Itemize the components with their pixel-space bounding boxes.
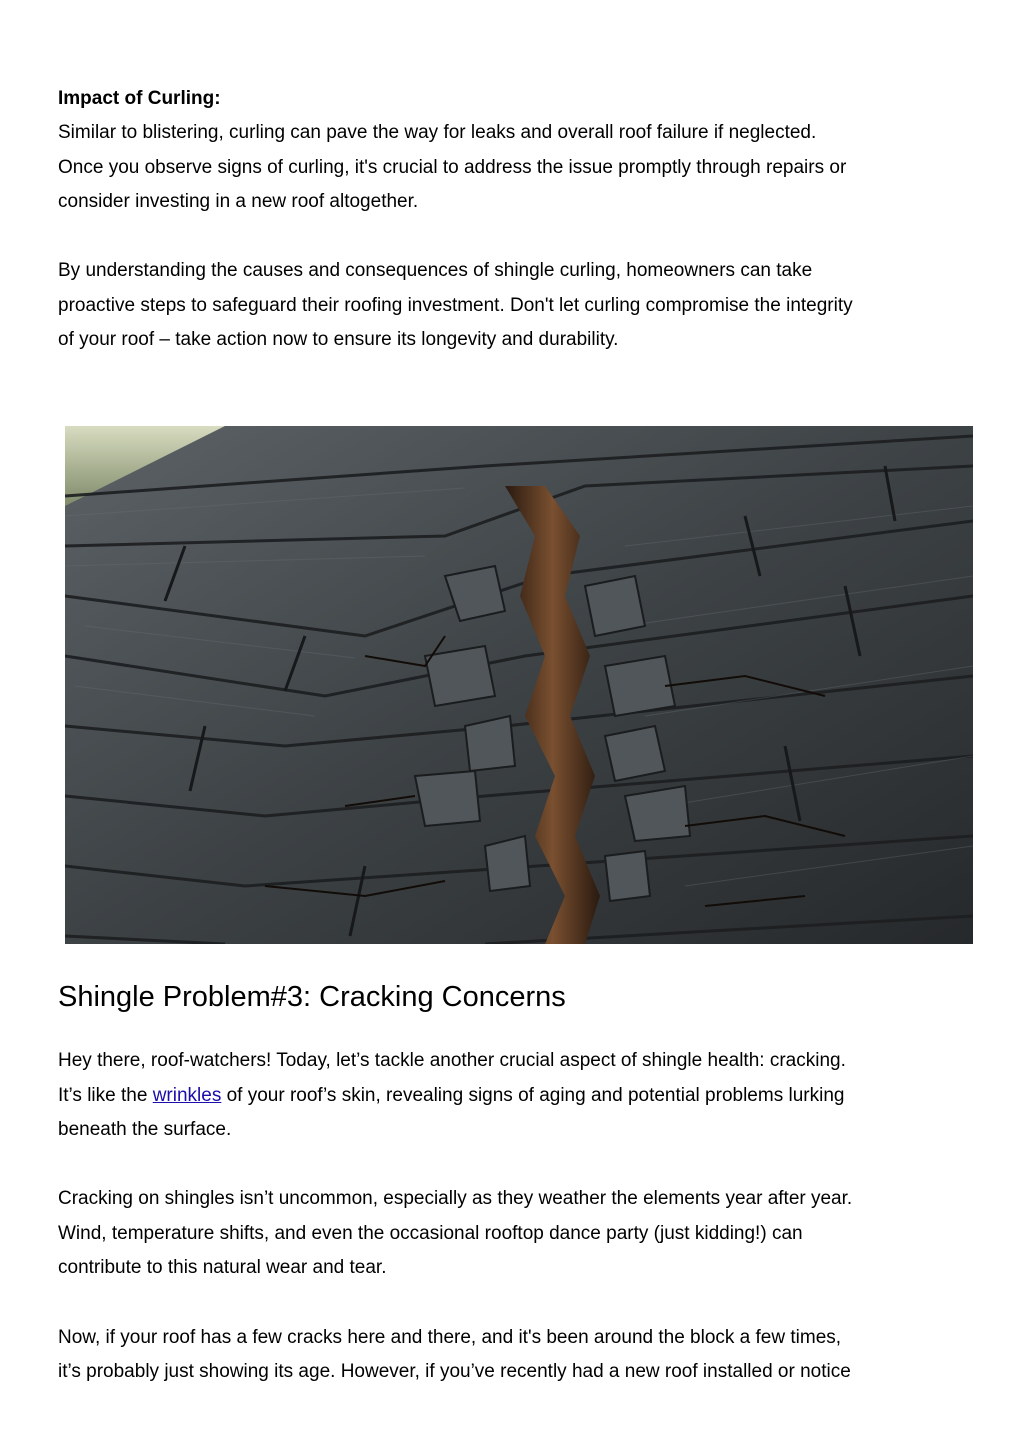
text-line: Hey there, roof-watchers! Today, let’s tackle another crucial aspect of shingle health: cracking. xyxy=(58,1050,846,1071)
text-line xyxy=(58,1079,978,1114)
text-line: proactive steps to safeguard their roofing investment. Don't let curling compromise the integrity xyxy=(58,294,853,316)
text-line: contribute to this natural wear and tear. xyxy=(58,1257,387,1279)
text-line: Wind, temperature shifts, and even the occasional rooftop dance party (just kidding!) can xyxy=(58,1222,803,1244)
text-line: Now, if your roof has a few cracks here and there, and it's been around the block a few times, xyxy=(58,1326,842,1348)
text-line: By understanding the causes and consequences of shingle curling, homeowners can take xyxy=(58,260,813,282)
cracking-concerns-heading: Shingle Problem#3: Cracking Concerns xyxy=(58,981,566,1013)
curling-paragraph-1 xyxy=(58,116,978,220)
cracking-section xyxy=(58,1044,978,1390)
curling-paragraph-2 xyxy=(58,254,978,358)
text-fragment: of your roof’s skin, revealing signs of aging and potential problems lurking xyxy=(221,1084,845,1106)
curling-section xyxy=(58,86,978,358)
cracked-shingles-image xyxy=(65,426,973,944)
text-line: Cracking on shingles isn’t uncommon, especially as they weather the elements year after year. xyxy=(58,1188,853,1210)
text-fragment: It’s like the xyxy=(58,1084,153,1106)
cracking-paragraph-2 xyxy=(58,1182,978,1286)
impact-of-curling-heading: Impact of Curling: xyxy=(58,88,221,109)
text-line: Once you observe signs of curling, it's crucial to address the issue promptly through repairs or xyxy=(58,156,847,178)
cracking-paragraph-3 xyxy=(58,1321,978,1390)
wrinkles-link[interactable]: wrinkles xyxy=(152,1084,222,1106)
text-line: of your roof – take action now to ensure its longevity and durability. xyxy=(58,329,619,351)
cracking-paragraph-1 xyxy=(58,1044,978,1148)
text-line: consider investing in a new roof altogether. xyxy=(58,191,419,213)
text-line: Similar to blistering, curling can pave the way for leaks and overall roof failure if neglected. xyxy=(58,122,817,143)
text-line: it’s probably just showing its age. However, if you’ve recently had a new roof installed or notice xyxy=(58,1361,851,1383)
text-line: beneath the surface. xyxy=(58,1119,232,1141)
